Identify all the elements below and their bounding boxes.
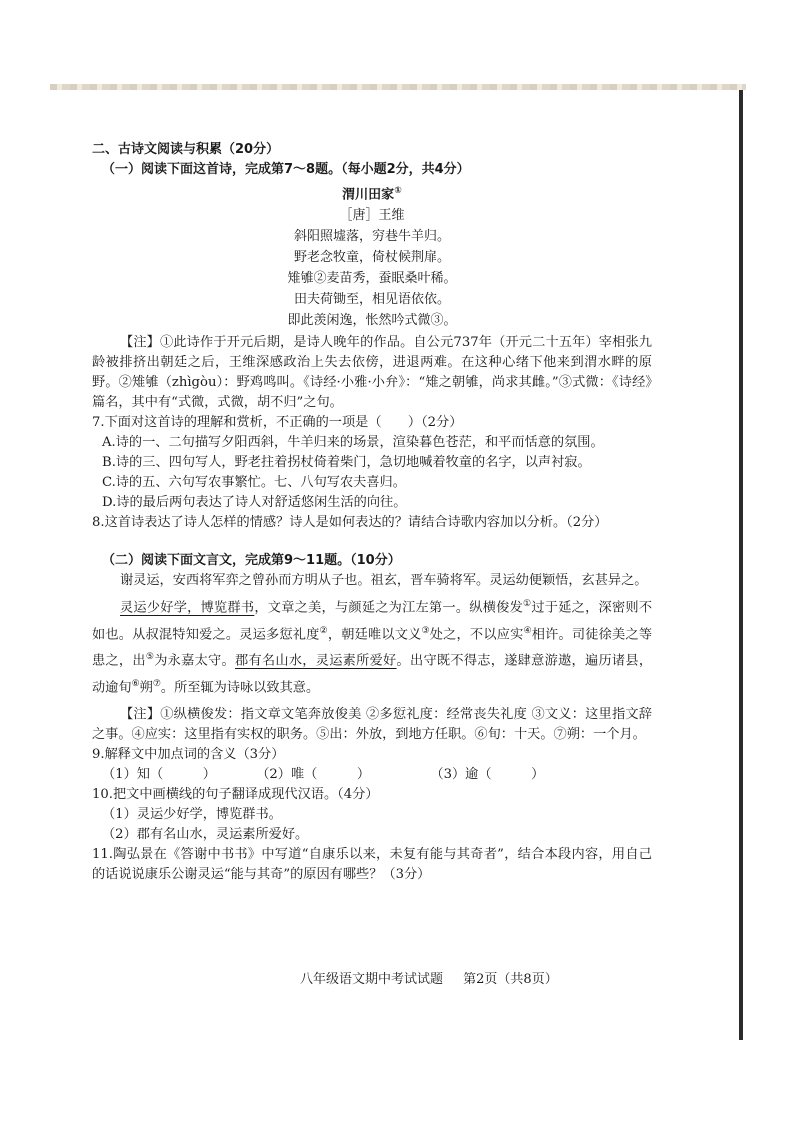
q7-option-b: B.诗的三、四句写人，野老拄着拐杖倚着柴门，急切地喊着牧童的名字，以声衬寂。 bbox=[102, 455, 591, 471]
note-marker-5: ⑤ bbox=[145, 652, 155, 663]
q9-item-2: （2）唯（ ） bbox=[256, 766, 371, 782]
note-marker-1: ① bbox=[523, 599, 532, 610]
poem-line-4: 田夫荷锄至，相见语依依。 bbox=[293, 292, 450, 308]
passage-paragraph-1: 谢灵运，安西将军弈之曾孙而方明从子也。祖玄，晋车骑将军。灵运幼便颖悟，玄甚异之。 bbox=[120, 573, 648, 589]
note-marker-7: ⑦ bbox=[152, 678, 161, 689]
q10-item-2: （2）郡有名山水，灵运素所爱好。 bbox=[102, 826, 309, 842]
q10-stem: 10.把文中画横线的句子翻译成现代汉语。（4分） bbox=[92, 786, 379, 802]
footer-page-number: 第2页（共8页） bbox=[463, 972, 558, 987]
part1-intro: （一）阅读下面这首诗，完成第7～8题。（每小题2分，共4分） bbox=[102, 162, 470, 177]
scan-edge-right bbox=[739, 90, 743, 1040]
q7-option-a: A.诗的一、二句描写夕阳西斜，牛羊归来的场景，渲染暮色苍茫，和平而恬意的氛围。 bbox=[102, 435, 604, 451]
scan-edge-top bbox=[50, 84, 746, 90]
poem-title-note: ① bbox=[394, 186, 402, 196]
poem-line-3: 雉雊②麦苗秀，蚕眠桑叶稀。 bbox=[287, 271, 457, 287]
part2-intro: （二）阅读下面文言文，完成第9～11题。（10分） bbox=[102, 553, 401, 569]
q7-option-d: D.诗的最后两句表达了诗人对舒适悠闲生活的向往。 bbox=[102, 495, 407, 511]
poem-line-2: 野老念牧童，倚杖候荆扉。 bbox=[293, 250, 450, 266]
passage-note: 【注】①纵横俊发：指文章文笔奔放俊美 ②多愆礼度：经常丧失礼度 ③文义：这里指文辞之事。④应实：这里指有实权的职务。⑤出：外放，到地方任职。⑥旬：十天。⑦朔：一个月。 bbox=[92, 706, 652, 742]
footer-title: 八年级语文期中考试试题 bbox=[300, 972, 444, 987]
poem-note: 【注】①此诗作于开元后期，是诗人晚年的作品。自公元737年（开元二十五年）宰相张九龄被排挤出朝廷之后，王维深感政治上失去依傍，进退两难。在这种心绪下他来到渭水畔的原野。②雉雊（zhìgòu）：野鸡鸣叫。《诗经·小雅·小弁》：“雉之朝雊，尚求其雌。”③式微：《诗经》篇名，其中有“式微，式微，胡不归”之句。 bbox=[92, 335, 652, 411]
poem-line-1: 斜阳照墟落，穷巷牛羊归。 bbox=[293, 229, 450, 245]
note-marker-3: ③ bbox=[421, 625, 430, 636]
underlined-sentence-2: 郡有名山水，灵运素所爱好 bbox=[234, 653, 397, 669]
poem-author: ［唐］王维 bbox=[339, 208, 405, 224]
note-marker-6: ⑥ bbox=[131, 678, 140, 689]
q8-stem: 8.这首诗表达了诗人怎样的情感？诗人是如何表达的？请结合诗歌内容加以分析。（2分） bbox=[92, 515, 608, 531]
q7-stem: 7.下面对这首诗的理解和赏析，不正确的一项是（ ）（2分） bbox=[92, 415, 463, 431]
q10-item-1: （1）灵运少好学，博览群书。 bbox=[102, 806, 282, 822]
note-marker-2: ② bbox=[319, 625, 328, 636]
poem-title: 渭川田家 bbox=[342, 187, 395, 203]
exam-page bbox=[92, 140, 652, 885]
q9-items bbox=[92, 765, 652, 785]
section-heading: 二、古诗文阅读与积累（20分） bbox=[92, 142, 280, 157]
q9-stem: 9.解释文中加点词的含义（3分） bbox=[92, 746, 285, 762]
passage-paragraph-2: 灵运少好学，博览群书，文章之美，与颜延之为江左第一。纵横俊发①过于延之，深密则不如也。从叔混特知爱之。灵运多愆礼度②，朝廷唯以文义③处之，不以应实④相许。司徒徐美之等患之，出⑤为永嘉太守。郡有名山水，灵运素所爱好。出守既不得志，遂肆意游遨，遍历诸县，动逾旬⑥朔⑦。所至辄为诗咏以致其意。 bbox=[92, 599, 653, 695]
underlined-sentence-1: 灵运少好学，博览群书 bbox=[120, 600, 255, 616]
page-footer bbox=[300, 968, 558, 987]
q9-item-1: （1）知（ ） bbox=[102, 766, 216, 782]
q9-item-3: （3）逾（ ） bbox=[430, 766, 545, 782]
poem-title-line bbox=[92, 181, 652, 205]
q11-stem: 11.陶弘景在《答谢中书书》中写道“自康乐以来，未复有能与其奇者”，结合本段内容，用自己的话说说康乐公谢灵运“能与其奇”的原因有哪些？（3分） bbox=[92, 846, 652, 882]
q7-option-c: C.诗的五、六句写农事繁忙。七、八句写农夫喜归。 bbox=[102, 475, 406, 491]
poem-line-5: 即此羡闲逸，怅然吟式微③。 bbox=[287, 313, 457, 329]
note-marker-4: ④ bbox=[523, 625, 532, 636]
